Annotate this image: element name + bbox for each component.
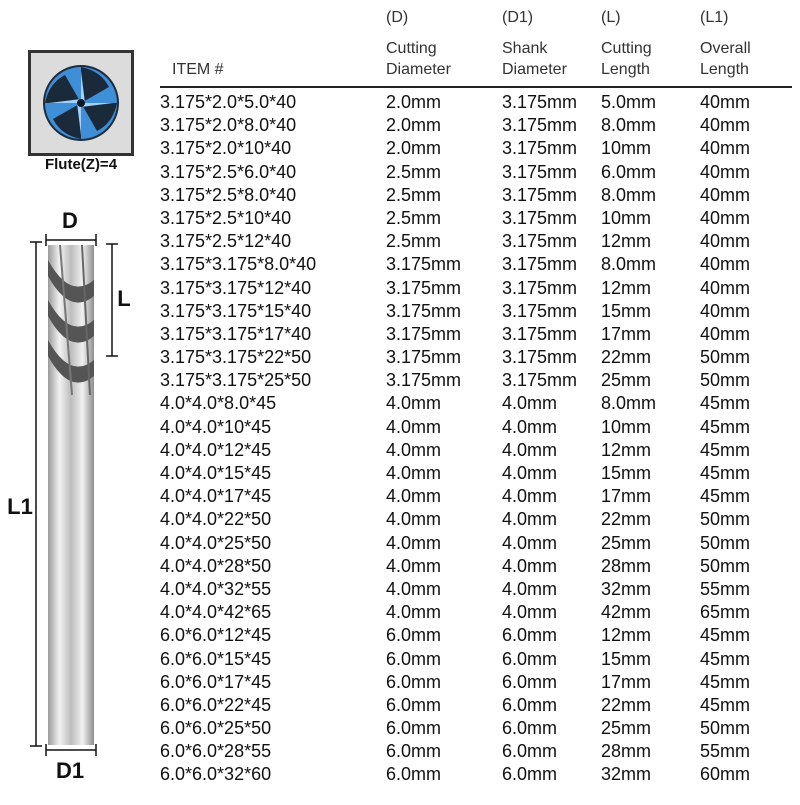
overall-length-cell: 45mm [700, 416, 751, 437]
table-row [160, 91, 800, 114]
table-row [160, 763, 800, 786]
shank-diameter-cell: 6.0mm [502, 741, 558, 762]
shank-diameter-cell: 6.0mm [502, 625, 558, 646]
table-row [160, 671, 800, 694]
overall-length-cell: 60mm [700, 764, 751, 785]
shank-diameter-cell: 3.175mm [502, 277, 578, 298]
col-subtitle-cutting-diameter: Diameter [386, 61, 451, 78]
overall-length-cell: 45mm [700, 486, 751, 507]
overall-length-cell: 50mm [700, 509, 751, 530]
overall-length-cell: 40mm [700, 254, 751, 275]
cutting-diameter-cell: 6.0mm [386, 741, 442, 762]
shank-diameter-cell: 3.175mm [502, 254, 578, 275]
table-row [160, 207, 800, 230]
col-title-shank-diameter: Shank [502, 40, 548, 57]
shank-diameter-cell: 6.0mm [502, 671, 558, 692]
cutting-length-cell: 6.0mm [601, 161, 657, 182]
item-number-cell: 3.175*2.5*8.0*40 [160, 184, 297, 205]
item-number-cell: 6.0*6.0*25*50 [160, 718, 272, 739]
overall-length-cell: 55mm [700, 578, 751, 599]
shank-diameter-cell: 4.0mm [502, 416, 558, 437]
item-number-cell: 4.0*4.0*32*55 [160, 578, 272, 599]
cutting-diameter-cell: 2.5mm [386, 184, 442, 205]
cutting-length-cell: 15mm [601, 463, 652, 483]
end-mill-cross-section-icon [31, 53, 131, 153]
flute-image-frame [28, 50, 134, 156]
shank-diameter-cell: 4.0mm [502, 463, 558, 483]
item-number-cell: 4.0*4.0*8.0*45 [160, 393, 277, 414]
cutting-length-cell: 10mm [601, 207, 652, 228]
cutting-length-cell: 15mm [601, 300, 652, 321]
shank-diameter-cell: 3.175mm [502, 300, 578, 321]
table-row [160, 462, 800, 485]
item-number-cell: 3.175*3.175*17*40 [160, 323, 312, 344]
overall-length-cell: 45mm [700, 393, 751, 414]
cutting-diameter-cell: 6.0mm [386, 718, 442, 739]
item-number-cell: 3.175*3.175*15*40 [160, 300, 312, 321]
cutting-length-cell: 12mm [601, 625, 652, 646]
item-number-cell: 6.0*6.0*17*45 [160, 671, 272, 692]
overall-length-cell: 40mm [700, 161, 751, 182]
cutting-diameter-cell: 4.0mm [386, 486, 442, 507]
overall-length-cell: 40mm [700, 300, 751, 321]
shank-diameter-cell: 3.175mm [502, 370, 578, 391]
table-row [160, 416, 800, 439]
overall-length-cell: 40mm [700, 184, 751, 205]
cutting-length-cell: 17mm [601, 323, 652, 344]
table-row [160, 184, 800, 207]
overall-length-cell: 45mm [700, 439, 751, 460]
item-number-cell: 3.175*2.0*10*40 [160, 138, 292, 159]
cutting-length-cell: 28mm [601, 555, 652, 576]
item-number-cell: 4.0*4.0*15*45 [160, 463, 272, 483]
cutting-diameter-cell: 4.0mm [386, 509, 442, 530]
cutting-length-cell: 10mm [601, 138, 652, 159]
cutting-diameter-cell: 4.0mm [386, 439, 442, 460]
table-body [160, 91, 800, 787]
overall-length-cell: 65mm [700, 602, 751, 623]
overall-length-cell: 45mm [700, 648, 751, 669]
table-row [160, 578, 800, 601]
cutting-diameter-cell: 3.175mm [386, 277, 462, 298]
l-dimension-label: L [117, 286, 131, 311]
cutting-diameter-cell: 6.0mm [386, 625, 442, 646]
col-title-cutting-length: Cutting [601, 40, 652, 57]
table-row [160, 555, 800, 578]
col-subtitle-overall-length: Length [700, 61, 749, 78]
overall-length-cell: 45mm [700, 694, 751, 715]
item-number-cell: 3.175*2.5*6.0*40 [160, 161, 297, 182]
shank-diameter-cell: 4.0mm [502, 393, 558, 414]
l1-dimension-label: L1 [7, 494, 33, 519]
item-number-cell: 4.0*4.0*42*65 [160, 602, 272, 623]
d1-dimension-label: D1 [55, 758, 85, 783]
cutting-diameter-cell: 6.0mm [386, 671, 442, 692]
shank-diameter-cell: 4.0mm [502, 602, 558, 623]
table-row [160, 439, 800, 462]
item-number-cell: 6.0*6.0*12*45 [160, 625, 272, 646]
table-row [160, 485, 800, 508]
table-row [160, 369, 800, 392]
cutting-diameter-cell: 2.5mm [386, 207, 442, 228]
cutting-diameter-cell: 2.0mm [386, 138, 442, 159]
cutting-length-cell: 32mm [601, 764, 652, 785]
shank-diameter-cell: 4.0mm [502, 555, 558, 576]
cutting-diameter-cell: 3.175mm [386, 323, 462, 344]
overall-length-cell: 50mm [700, 555, 751, 576]
cutting-diameter-cell: 3.175mm [386, 347, 462, 368]
table-row [160, 161, 800, 184]
flute-badge [28, 50, 134, 176]
table-row [160, 277, 800, 300]
shank-diameter-cell: 6.0mm [502, 764, 558, 785]
table-row [160, 624, 800, 647]
cutting-length-cell: 17mm [601, 671, 652, 692]
d-dimension-label: D [62, 208, 78, 233]
overall-length-cell: 50mm [700, 347, 751, 368]
cutting-length-cell: 8.0mm [601, 115, 657, 136]
cutting-length-cell: 22mm [601, 347, 652, 368]
item-number-cell: 3.175*2.5*12*40 [160, 231, 292, 252]
cutting-length-cell: 25mm [601, 370, 652, 391]
cutting-length-cell: 8.0mm [601, 254, 657, 275]
table-row [160, 300, 800, 323]
col-code-l1: (L1) [700, 9, 729, 26]
shank-section [48, 395, 94, 745]
table-row [160, 601, 800, 624]
overall-length-cell: 50mm [700, 532, 751, 553]
shank-diameter-cell: 4.0mm [502, 532, 558, 553]
shank-diameter-cell: 3.175mm [502, 115, 578, 136]
col-title-item: ITEM # [172, 61, 224, 78]
cutting-length-cell: 25mm [601, 718, 652, 739]
shank-diameter-cell: 6.0mm [502, 694, 558, 715]
overall-length-cell: 40mm [700, 231, 751, 252]
overall-length-cell: 40mm [700, 115, 751, 136]
cutting-diameter-cell: 2.5mm [386, 231, 442, 252]
shank-diameter-cell: 3.175mm [502, 347, 578, 368]
table-row [160, 508, 800, 531]
shank-diameter-cell: 3.175mm [502, 207, 578, 228]
item-number-cell: 4.0*4.0*17*45 [160, 486, 272, 507]
flute-count-label: Flute(Z)=4 [44, 156, 118, 173]
shank-diameter-cell: 3.175mm [502, 231, 578, 252]
cutting-diameter-cell: 4.0mm [386, 602, 442, 623]
table-row [160, 253, 800, 276]
cutting-diameter-cell: 6.0mm [386, 764, 442, 785]
cutting-length-cell: 8.0mm [601, 393, 657, 414]
cutting-length-cell: 12mm [601, 277, 652, 298]
overall-length-cell: 40mm [700, 92, 751, 112]
item-number-cell: 4.0*4.0*12*45 [160, 439, 272, 460]
table-row [160, 717, 800, 740]
item-number-cell: 4.0*4.0*22*50 [160, 509, 272, 530]
overall-length-cell: 45mm [700, 671, 751, 692]
cutting-diameter-cell: 4.0mm [386, 578, 442, 599]
item-number-cell: 3.175*2.0*8.0*40 [160, 115, 297, 136]
cutting-diameter-cell: 3.175mm [386, 370, 462, 391]
cutting-diameter-cell: 2.5mm [386, 161, 442, 182]
cutting-diameter-cell: 6.0mm [386, 694, 442, 715]
cutting-length-cell: 10mm [601, 416, 652, 437]
cutting-diameter-cell: 6.0mm [386, 648, 442, 669]
item-number-cell: 3.175*2.5*10*40 [160, 207, 292, 228]
item-number-cell: 4.0*4.0*10*45 [160, 416, 272, 437]
shank-diameter-cell: 3.175mm [502, 92, 578, 112]
table-row [160, 346, 800, 369]
table-row [160, 694, 800, 717]
flute-section [48, 245, 94, 395]
item-number-cell: 6.0*6.0*32*60 [160, 764, 272, 785]
cutting-diameter-cell: 2.0mm [386, 92, 442, 112]
overall-length-cell: 40mm [700, 323, 751, 344]
item-number-cell: 6.0*6.0*28*55 [160, 741, 272, 762]
cutting-diameter-cell: 4.0mm [386, 416, 442, 437]
cutting-length-cell: 22mm [601, 509, 652, 530]
overall-length-cell: 40mm [700, 207, 751, 228]
table-row [160, 114, 800, 137]
cutting-length-cell: 28mm [601, 741, 652, 762]
table-row [160, 740, 800, 763]
shank-diameter-cell: 3.175mm [502, 184, 578, 205]
item-number-cell: 3.175*3.175*22*50 [160, 347, 312, 368]
item-number-cell: 3.175*3.175*25*50 [160, 370, 312, 391]
shank-diameter-cell: 4.0mm [502, 578, 558, 599]
shank-diameter-cell: 4.0mm [502, 509, 558, 530]
col-code-l: (L) [601, 9, 621, 26]
item-number-cell: 6.0*6.0*22*45 [160, 694, 272, 715]
table-row [160, 323, 800, 346]
table-row [160, 230, 800, 253]
shank-diameter-cell: 4.0mm [502, 439, 558, 460]
shank-diameter-cell: 6.0mm [502, 718, 558, 739]
table-row [160, 137, 800, 160]
overall-length-cell: 50mm [700, 718, 751, 739]
cutting-diameter-cell: 4.0mm [386, 393, 442, 414]
end-mill-diagram [0, 200, 140, 800]
shank-diameter-cell: 3.175mm [502, 138, 578, 159]
cutting-length-cell: 5.0mm [601, 92, 657, 112]
col-code-d1: (D1) [502, 9, 534, 26]
cutting-diameter-cell: 3.175mm [386, 300, 462, 321]
cutting-diameter-cell: 4.0mm [386, 463, 442, 483]
table-row [160, 532, 800, 555]
item-number-cell: 6.0*6.0*15*45 [160, 648, 272, 669]
col-subtitle-shank-diameter: Diameter [502, 61, 567, 78]
item-number-cell: 4.0*4.0*28*50 [160, 555, 272, 576]
cutting-length-cell: 17mm [601, 486, 652, 507]
cutting-length-cell: 32mm [601, 578, 652, 599]
item-number-cell: 4.0*4.0*25*50 [160, 532, 272, 553]
table-row [160, 648, 800, 671]
cutting-diameter-cell: 4.0mm [386, 532, 442, 553]
table-row [160, 392, 800, 415]
overall-length-cell: 55mm [700, 741, 751, 762]
cutting-diameter-cell: 4.0mm [386, 555, 442, 576]
shank-diameter-cell: 3.175mm [502, 161, 578, 182]
overall-length-cell: 45mm [700, 625, 751, 646]
cutting-length-cell: 42mm [601, 602, 652, 623]
overall-length-cell: 50mm [700, 370, 751, 391]
header-divider [160, 86, 792, 88]
cutting-length-cell: 22mm [601, 694, 652, 715]
overall-length-cell: 45mm [700, 463, 751, 483]
item-number-cell: 3.175*3.175*8.0*40 [160, 254, 317, 275]
overall-length-cell: 40mm [700, 277, 751, 298]
item-number-cell: 3.175*2.0*5.0*40 [160, 92, 297, 112]
shank-diameter-cell: 6.0mm [502, 648, 558, 669]
cutting-length-cell: 8.0mm [601, 184, 657, 205]
cutting-length-cell: 12mm [601, 231, 652, 252]
cutting-length-cell: 12mm [601, 439, 652, 460]
cutting-length-cell: 25mm [601, 532, 652, 553]
col-title-cutting-diameter: Cutting [386, 40, 437, 57]
cutting-diameter-cell: 3.175mm [386, 254, 462, 275]
overall-length-cell: 40mm [700, 138, 751, 159]
col-code-d: (D) [386, 9, 409, 26]
col-title-overall-length: Overall [700, 40, 751, 57]
spec-table [160, 0, 800, 800]
cutting-length-cell: 15mm [601, 648, 652, 669]
shank-diameter-cell: 3.175mm [502, 323, 578, 344]
cutting-diameter-cell: 2.0mm [386, 115, 442, 136]
col-subtitle-cutting-length: Length [601, 61, 650, 78]
shank-diameter-cell: 4.0mm [502, 486, 558, 507]
item-number-cell: 3.175*3.175*12*40 [160, 277, 312, 298]
